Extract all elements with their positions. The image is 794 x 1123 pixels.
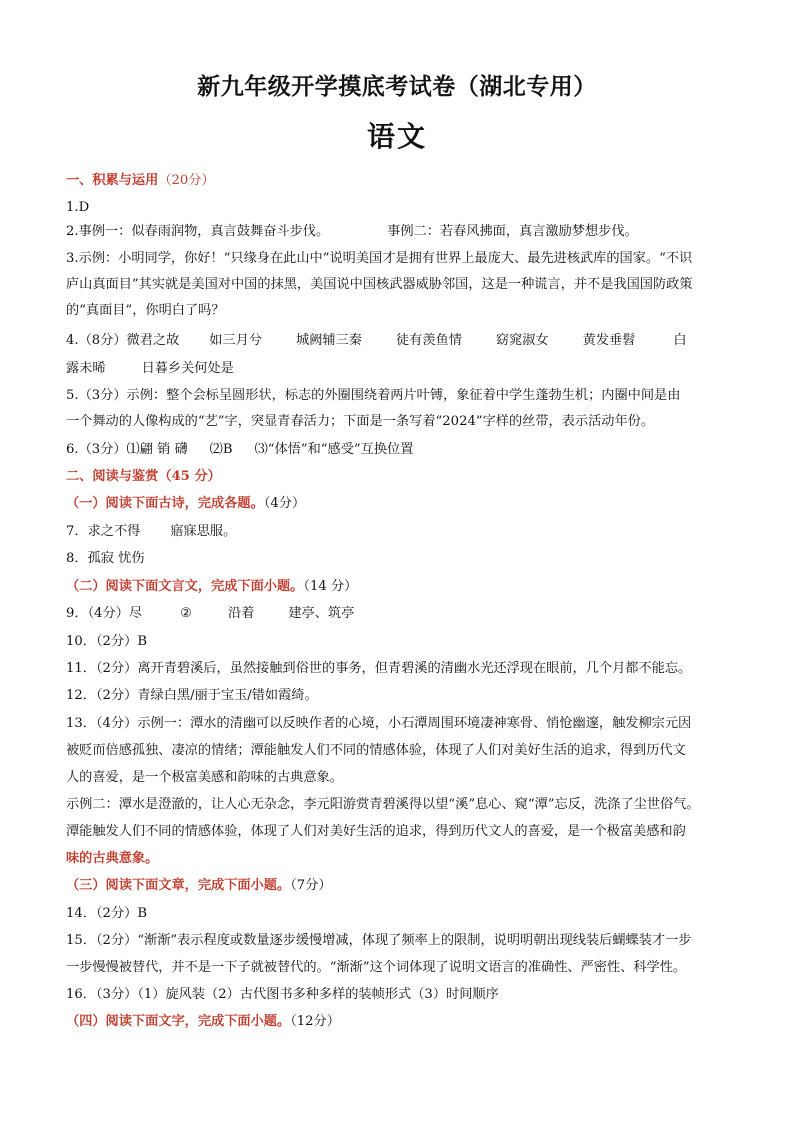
answer-q1: 1.D (66, 200, 90, 215)
answer-q4-line-1 (66, 332, 687, 350)
answer-q9-part-2: ② (180, 606, 192, 621)
answer-q8: 8．孤寂 忧伤 (66, 551, 145, 566)
answer-q5-line-1: 5.（3分）示例：整个会标呈圆形状，标志的外圈围绕着两片叶镈，象征着中学生蓬勃生机；内圈中间是由 (66, 388, 681, 403)
answer-q7-part-1: 7．求之不得 (66, 524, 141, 539)
answer-q13-line-6: 味的古典意象。 (66, 851, 159, 866)
answer-q15-line-1: 15．（2分）“渐渐”表示程度或数量逐步缓慢增减，体现了频率上的限制，说明明朝出现线装后蝴蝶装才一步 (66, 933, 692, 948)
answer-q13-line-4: 示例二：潭水是澄澈的，让人心无杂念，李元阳游赏青碧溪得以望“溪”息心、窥“潭”忘反，洗涤了尘世俗气。 (66, 797, 700, 812)
answer-q14: 14．（2分）B (66, 906, 148, 921)
page-title: 新九年级开学摸底考试卷（湖北专用） (197, 73, 597, 100)
answer-q4-item: 黄发垂髫 (582, 333, 636, 348)
answer-q12: 12．（2分）青绿白黑/丽于宝玉/错如霞绮。 (66, 688, 318, 703)
part-1-heading (66, 495, 305, 513)
part-1-title: （一）阅读下面古诗，完成各题。 (66, 496, 264, 511)
section-1-heading (66, 172, 215, 190)
answer-q6 (66, 441, 413, 459)
answer-q11: 11．（2分）离开青碧溪后，虽然接触到俗世的事务，但青碧溪的清幽水光还浮现在眼前，几个月都不能忘。 (66, 661, 692, 676)
answer-q9-part-3: 沿着 (227, 606, 255, 621)
answer-q9-part-4: 建亭、筑亭 (288, 606, 355, 621)
part-3-title: （三）阅读下面文章，完成下面小题。 (66, 878, 291, 893)
section-1-score: （20分） (158, 173, 215, 188)
answer-q4-item: 露未晞 (66, 361, 106, 376)
answer-q9 (66, 605, 354, 623)
section-2-score: （45 分） (158, 469, 221, 484)
answer-q6-part-1: 6.（3分）⑴翩 销 礴 (66, 442, 188, 457)
answer-q6-part-3: ⑶“体悟”和“感受”互换位置 (254, 442, 414, 457)
answer-q7 (66, 523, 236, 541)
answer-q4-line-2 (66, 360, 234, 378)
section-1-title: 一、积累与运用 (66, 173, 159, 188)
part-4-score: （12分） (290, 1014, 340, 1029)
answer-q4-item: 日暮乡关何处是 (141, 361, 234, 376)
part-4-title: （四）阅读下面文字，完成下面小题。 (66, 1014, 291, 1029)
answer-q3-line-3: 的“真面目”，你明白了吗？ (66, 303, 225, 318)
answer-q13-line-5: 潭能触发人们不同的情感体验，体现了人们对美好生活的追求，得到历代文人的喜爱，是一个极富美感和韵 (66, 824, 686, 839)
subject-title: 语文 (366, 120, 427, 153)
answer-q15-line-2: 一步慢慢被替代，并不是一下子就被替代的。“渐渐”这个词体现了说明文语言的准确性、严密性、科学性。 (66, 960, 687, 975)
answer-q3-line-1: 3.示例：小明同学，你好！“只缘身在此山中”说明美国才是拥有世界上最庞大、最先进核武库的国家。“不识 (66, 251, 693, 266)
answer-q13-line-2: 被贬而倍感孤独、凄凉的情绪；潭能触发人们不同的情感体验，体现了人们对美好生活的追求，得到历代文 (66, 743, 686, 758)
part-2-score: （14 分） (303, 579, 358, 594)
part-3-heading (66, 877, 332, 895)
answer-q9-part-1: 9．（4分）尽 (66, 606, 143, 621)
answer-q2-example-2: 事例二：若春风拂面，真言激励梦想步伐。 (387, 224, 638, 239)
answer-q4-item: 白 (673, 333, 687, 348)
answer-q4-item: 如三月兮 (209, 333, 263, 348)
answer-q2-example-1: 2.事例一：似春雨润物，真言鼓舞奋斗步伐。 (66, 224, 330, 239)
answer-q4-item: 窈窕淑女 (495, 333, 549, 348)
answer-q3-line-2: 庐山真面目”其实就是美国对中国的抹黑，美国说中国核武器威胁邻国，这是一种谎言，并不是我国国防政策 (66, 277, 693, 292)
answer-q6-part-2: ⑵B (209, 442, 233, 457)
answer-q4-item: 城阙辅三秦 (296, 333, 362, 348)
answer-q13-line-1: 13．（4分）示例一：潭水的清幽可以反映作者的心境，小石潭周围环境凄神寒骨、悄怆幽邃，触发柳宗元因 (66, 716, 692, 731)
part-4-heading (66, 1013, 340, 1031)
section-2-heading (66, 468, 221, 486)
answer-q13-line-3: 人的喜爱，是一个极富美感和韵味的古典意象。 (66, 770, 343, 785)
answer-q4-item: 徒有羡鱼情 (395, 333, 462, 348)
part-2-title: （二）阅读下面文言文，完成下面小题。 (66, 579, 304, 594)
section-2-title: 二、阅读与鉴赏 (66, 469, 159, 484)
answer-q16: 16．（3分）（1）旋风装（2）古代图书多种多样的装帧形式（3）时间顺序 (66, 987, 499, 1002)
answer-q2 (66, 223, 638, 241)
answer-q7-part-2: 寤寐思服。 (170, 524, 237, 539)
part-1-score: （4分） (263, 496, 306, 511)
part-3-score: （7分） (290, 878, 332, 893)
answer-q4-item: 4.（8分）微君之故 (66, 333, 180, 348)
answer-q10: 10．（2分）B (66, 634, 148, 649)
answer-q5-line-2: 一个舞动的人像构成的“艺”字，突显青春活力；下面是一条写着“2024”字样的丝带，表示活动年份。 (66, 414, 655, 429)
part-2-heading (66, 578, 357, 596)
